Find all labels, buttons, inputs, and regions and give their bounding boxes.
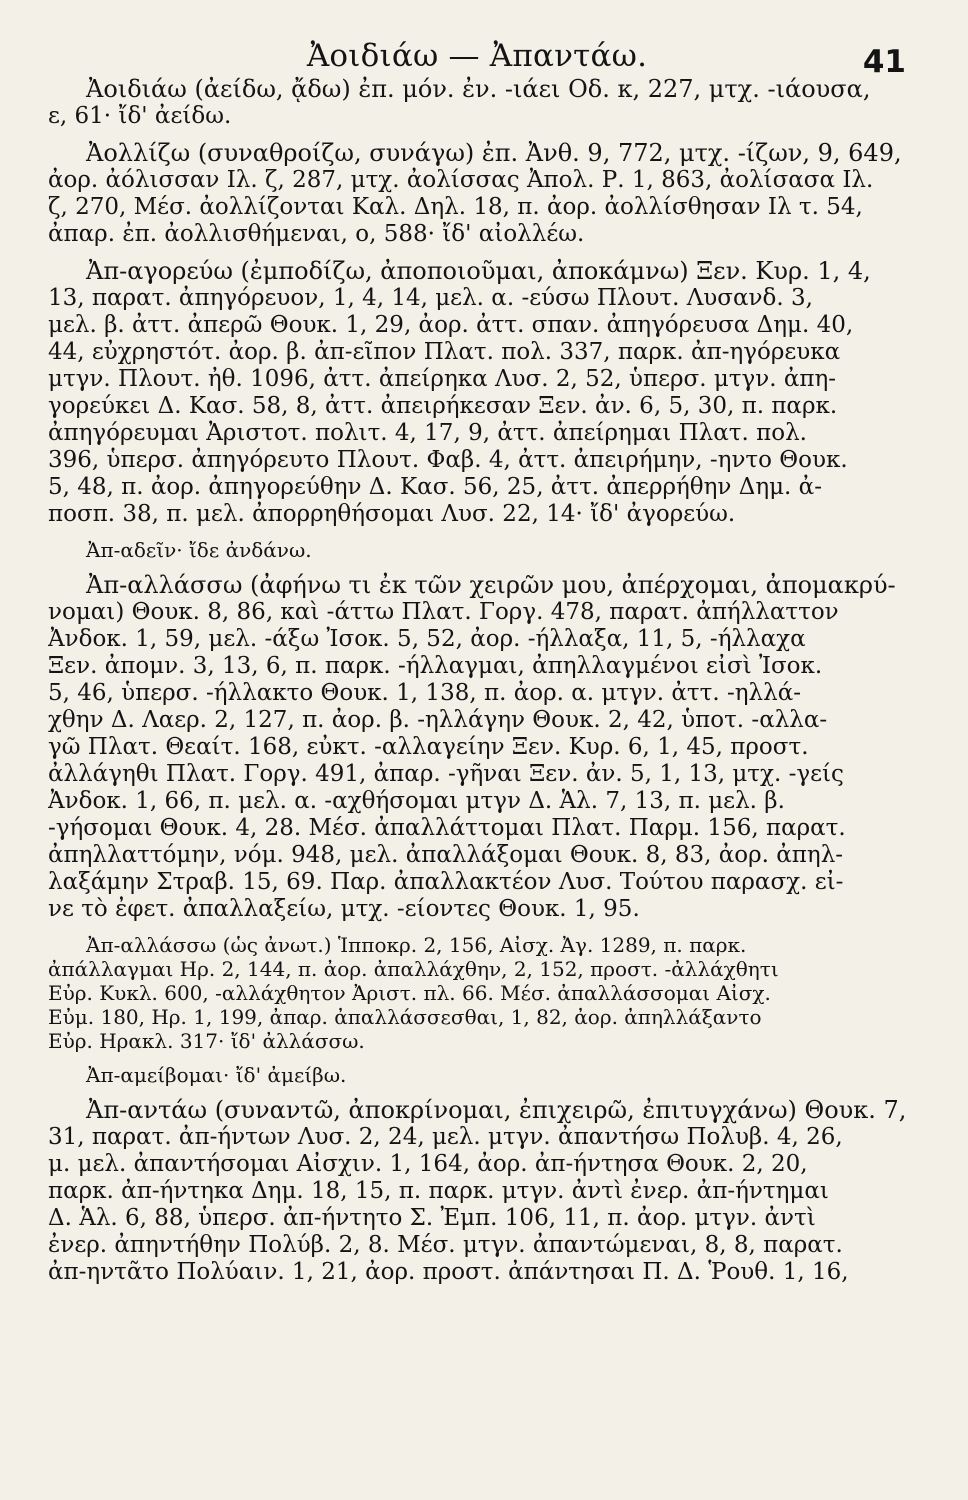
entry-line: Εὐμ. 180, Ηρ. 1, 199, ἀπαρ. ἀπαλλάσσεσθαι, 1, 82, ἀορ. ἀπηλλάξαντο <box>48 1005 762 1029</box>
entry-headword-line: Ἀοιδιάω (ἀείδω, ᾄδω) ἐπ. μόν. ἐν. -ιάει Οδ. κ, 227, μτχ. -ιάουσα, <box>86 76 871 103</box>
entry-line: ποσπ. 38, π. μελ. ἀπορρηθήσομαι Λυσ. 22, 14· ἴδ' ἀγορεύω. <box>48 501 736 527</box>
entry-line: 5, 46, ὑπερσ. -ήλλακτο Θουκ. 1, 138, π. ἀορ. α. μτγν. ἀττ. -ηλλά- <box>48 680 802 706</box>
dictionary-entry <box>48 933 906 1053</box>
dictionary-entry <box>48 572 906 923</box>
entry-line: παρκ. ἀπ-ήντηκα Δημ. 18, 15, π. παρκ. μτγν. ἀντὶ ἐνερ. ἀπ-ήντημαι <box>48 1178 829 1204</box>
page-number: 41 <box>862 44 906 80</box>
entry-line: ἐνερ. ἀπηντήθην Πολύβ. 2, 8. Μέσ. μτγν. ἀπαντώμεναι, 8, 8, παρατ. <box>48 1232 843 1258</box>
entry-headword-line: Ἀπ-αγορεύω (ἐμποδίζω, ἀποποιοῦμαι, ἀποκάμνω) Ξεν. Κυρ. 1, 4, <box>86 258 871 285</box>
dictionary-entry <box>48 76 906 130</box>
entry-headword-line: Ἀπ-αντάω (συναντῶ, ἀποκρίνομαι, ἐπιχειρῶ, ἐπιτυγχάνω) Θουκ. 7, <box>86 1097 906 1124</box>
entry-line: μελ. β. ἀττ. ἀπερῶ Θουκ. 1, 29, ἀορ. ἀττ. σπαν. ἀπηγόρευσα Δημ. 40, <box>48 312 854 338</box>
entry-line: μτγν. Πλουτ. ἠθ. 1096, ἀττ. ἀπείρηκα Λυσ. 2, 52, ὑπερσ. μτγν. ἀπη- <box>48 366 837 392</box>
dictionary-entry <box>48 1097 906 1286</box>
entry-line: ἀπ-ηντᾶτο Πολύαιν. 1, 21, ἀορ. προστ. ἀπάντησαι Π. Δ. Ῥουθ. 1, 16, <box>48 1259 849 1285</box>
entry-line: Εὐρ. Ηρακλ. 317· ἴδ' ἀλλάσσω. <box>48 1029 365 1053</box>
entry-line: ἀλλάγηθι Πλατ. Γοργ. 491, ἀπαρ. -γῆναι Ξεν. ἀν. 5, 1, 13, μτχ. -γείς <box>48 761 844 787</box>
entry-line: ἀορ. ἀόλισσαν Ιλ. ζ, 287, μτχ. ἀολίσσας Ἀπολ. Ρ. 1, 863, ἀολίσασα Ιλ. <box>48 167 874 193</box>
entry-line: ἀπάλλαγμαι Ηρ. 2, 144, π. ἀορ. ἀπαλλάχθην, 2, 152, προστ. -ἀλλάχθητι <box>48 957 779 981</box>
entry-line: -γήσομαι Θουκ. 4, 28. Μέσ. ἀπαλλάττομαι Πλατ. Παρμ. 156, παρατ. <box>48 815 846 841</box>
entry-line: ἀπηλλαττόμην, νόμ. 948, μελ. ἀπαλλάξομαι Θουκ. 8, 83, ἀορ. ἀπηλ- <box>48 842 844 868</box>
dictionary-entry <box>48 1063 906 1087</box>
entry-line: ζ, 270, Μέσ. ἀολλίζονται Καλ. Δηλ. 18, π. ἀορ. ἀολλίσθησαν Ιλ τ. 54, <box>48 194 863 220</box>
entry-headword-line: Ἀπ-αδεῖν· ἴδε ἀνδάνω. <box>86 538 312 562</box>
page-title: Ἀοιδιάω — Ἀπαντάω. <box>306 38 648 74</box>
entries-body <box>48 76 906 1286</box>
entry-line: Εὐρ. Κυκλ. 600, -αλλάχθητον Ἀριστ. πλ. 66. Μέσ. ἀπαλλάσσομαι Αἰσχ. <box>48 981 771 1005</box>
entry-headword-line: Ἀπ-αλλάσσω (ἀφήνω τι ἐκ τῶν χειρῶν μου, ἀπέρχομαι, ἀπομακρύ- <box>86 572 896 599</box>
entry-line: Ξεν. ἀπομν. 3, 13, 6, π. παρκ. -ήλλαγμαι, ἀπηλλαγμένοι εἰσὶ Ἰσοκ. <box>48 653 823 679</box>
entry-line: Δ. Ἁλ. 6, 88, ὑπερσ. ἀπ-ήντητο Σ. Ἐμπ. 106, 11, π. ἀορ. μτγν. ἀντὶ <box>48 1205 816 1231</box>
entry-line: 5, 48, π. ἀορ. ἀπηγορεύθην Δ. Κασ. 56, 25, ἀττ. ἀπερρήθην Δημ. ἀ- <box>48 474 822 500</box>
entry-line: νομαι) Θουκ. 8, 86, καὶ -άττω Πλατ. Γοργ. 478, παρατ. ἀπήλλαττον <box>48 599 839 625</box>
entry-line: χθην Δ. Λαερ. 2, 127, π. ἀορ. β. -ηλλάγην Θουκ. 2, 42, ὑποτ. -αλλα- <box>48 707 828 733</box>
entry-line: 44, εὐχρηστότ. ἀορ. β. ἀπ-εῖπον Πλατ. πολ. 337, παρκ. ἀπ-ηγόρευκα <box>48 339 841 365</box>
entry-line: ἀπηγόρευμαι Ἀριστοτ. πολιτ. 4, 17, 9, ἀττ. ἀπείρημαι Πλατ. πολ. <box>48 420 807 446</box>
entry-line: λαξάμην Στραβ. 15, 69. Παρ. ἀπαλλακτέον Λυσ. Τούτου παρασχ. εἶ- <box>48 869 844 895</box>
entry-line: 396, ὑπερσ. ἀπηγόρευτο Πλουτ. Φαβ. 4, ἀττ. ἀπειρήμην, -ηντο Θουκ. <box>48 447 848 473</box>
entry-line: Ἀνδοκ. 1, 66, π. μελ. α. -αχθήσομαι μτγν Δ. Ἁλ. 7, 13, π. μελ. β. <box>48 788 785 814</box>
entry-headword-line: Ἀπ-αμείβομαι· ἴδ' ἀμείβω. <box>86 1063 347 1087</box>
entry-line: 13, παρατ. ἀπηγόρευον, 1, 4, 14, μελ. α. -εύσω Πλουτ. Λυσανδ. 3, <box>48 285 813 311</box>
entry-headword-line: Ἀπ-αλλάσσω (ὡς ἀνωτ.) Ἱπποκρ. 2, 156, Αἰσχ. Ἀγ. 1289, π. παρκ. <box>86 933 747 957</box>
entry-headword-line: Ἀολλίζω (συναθροίζω, συνάγω) ἐπ. Ἀνθ. 9, 772, μτχ. -ίζων, 9, 649, <box>86 140 902 167</box>
entry-line: ἀπαρ. ἐπ. ἀολλισθήμεναι, ο, 588· ἴδ' αἰολλέω. <box>48 221 585 247</box>
entry-line: 31, παρατ. ἀπ-ήντων Λυσ. 2, 24, μελ. μτγν. ἀπαντήσω Πολυβ. 4, 26, <box>48 1124 843 1150</box>
dictionary-entry <box>48 538 906 562</box>
entry-line: ε, 61· ἴδ' ἀείδω. <box>48 103 232 129</box>
entry-line: Ἀνδοκ. 1, 59, μελ. -άξω Ἰσοκ. 5, 52, ἀορ. -ήλλαξα, 11, 5, -ήλλαχα <box>48 626 806 652</box>
entry-line: γορεύκει Δ. Κασ. 58, 8, ἀττ. ἀπειρήκεσαν Ξεν. ἀν. 6, 5, 30, π. παρκ. <box>48 393 838 419</box>
dictionary-entry <box>48 140 906 248</box>
dictionary-entry <box>48 258 906 528</box>
entry-line: νε τὸ ἐφετ. ἀπαλλαξείω, μτχ. -είοντες Θουκ. 1, 95. <box>48 896 640 922</box>
entry-line: γῶ Πλατ. Θεαίτ. 168, εὐκτ. -αλλαγείην Ξεν. Κυρ. 6, 1, 45, προστ. <box>48 734 809 760</box>
running-head <box>48 30 906 80</box>
entry-line: μ. μελ. ἀπαντήσομαι Αἰσχιν. 1, 164, ἀορ. ἀπ-ήντησα Θουκ. 2, 20, <box>48 1151 808 1177</box>
